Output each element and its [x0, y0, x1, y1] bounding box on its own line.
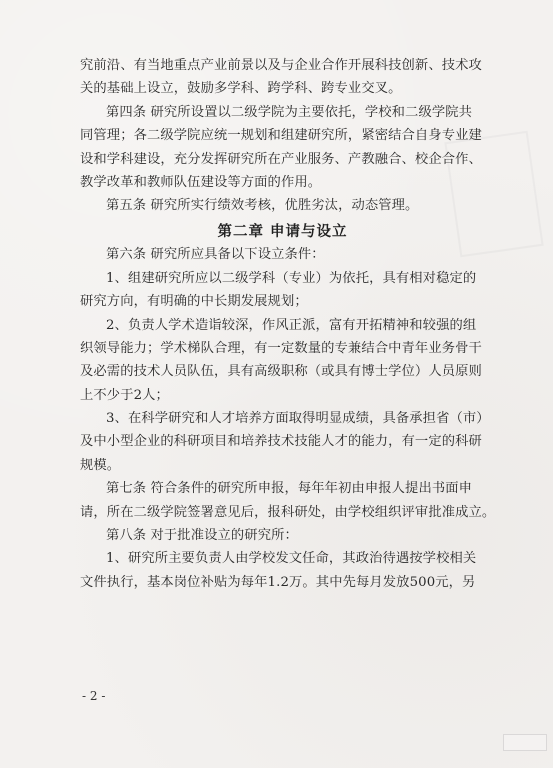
corner-watermark	[503, 734, 547, 751]
document-content	[80, 58, 496, 590]
text-line-21: 1、研究所主要负责人由学校发文任命，其政治待遇按学校相关	[106, 551, 477, 567]
text-line-10: 研究方向，有明确的中长期发展规划；	[80, 294, 308, 310]
text-line-14: 上不少于2人；	[80, 387, 169, 403]
text-line-20: 第八条 对于批准设立的研究所：	[106, 528, 298, 544]
text-line-8: 第六条 研究所应具备以下设立条件：	[106, 247, 325, 263]
text-line-17: 规模。	[80, 457, 121, 473]
text-line-11: 2、负责人学术造诣较深，作风正派，富有开拓精神和较强的组	[106, 317, 477, 333]
text-line-3: 第四条 研究所设置以二级学院为主要依托，学校和二级学院共	[106, 104, 473, 120]
text-line-9: 1、组建研究所应以二级学科（专业）为依托，具有相对稳定的	[106, 270, 477, 286]
chapter-title: 第二章 申请与设立	[217, 224, 348, 241]
text-line-4: 同管理；各二级学院应统一规划和组建研究所，紧密结合自身专业建	[80, 128, 482, 144]
text-line-12: 织领导能力；学术梯队合理，有一定数量的专兼结合中青年业务骨干	[80, 340, 482, 356]
text-line-7: 第五条 研究所实行绩效考核，优胜劣汰，动态管理。	[106, 198, 419, 214]
text-line-1: 究前沿、有当地重点产业前景以及与企业合作开展科技创新、技术攻	[80, 58, 482, 73]
text-line-22: 文件执行，基本岗位补贴为每年1.2万。其中先每月发放500元，另	[80, 574, 476, 590]
text-line-6: 教学改革和教师队伍建设等方面的作用。	[80, 174, 322, 190]
page-number: - 2 -	[82, 689, 106, 703]
text-line-13: 及必需的技术人员队伍，具有高级职称（或具有博士学位）人员原则	[80, 364, 482, 380]
text-line-19: 请，所在二级学院签署意见后，报科研处，由学校组织评审批准成立。	[80, 504, 496, 520]
text-line-15: 3、在科学研究和人才培养方面取得明显成绩，具备承担省（市）	[106, 411, 490, 427]
text-line-5: 设和学科建设，充分发挥研究所在产业服务、产教融合、校企合作、	[80, 151, 482, 167]
text-line-18: 第七条 符合条件的研究所申报，每年年初由申报人提出书面申	[106, 481, 473, 497]
text-line-2: 关的基础上设立，鼓励多学科、跨学科、跨专业交叉。	[80, 81, 402, 97]
text-line-16: 及中小型企业的科研项目和培养技术技能人才的能力，有一定的科研	[80, 434, 482, 450]
